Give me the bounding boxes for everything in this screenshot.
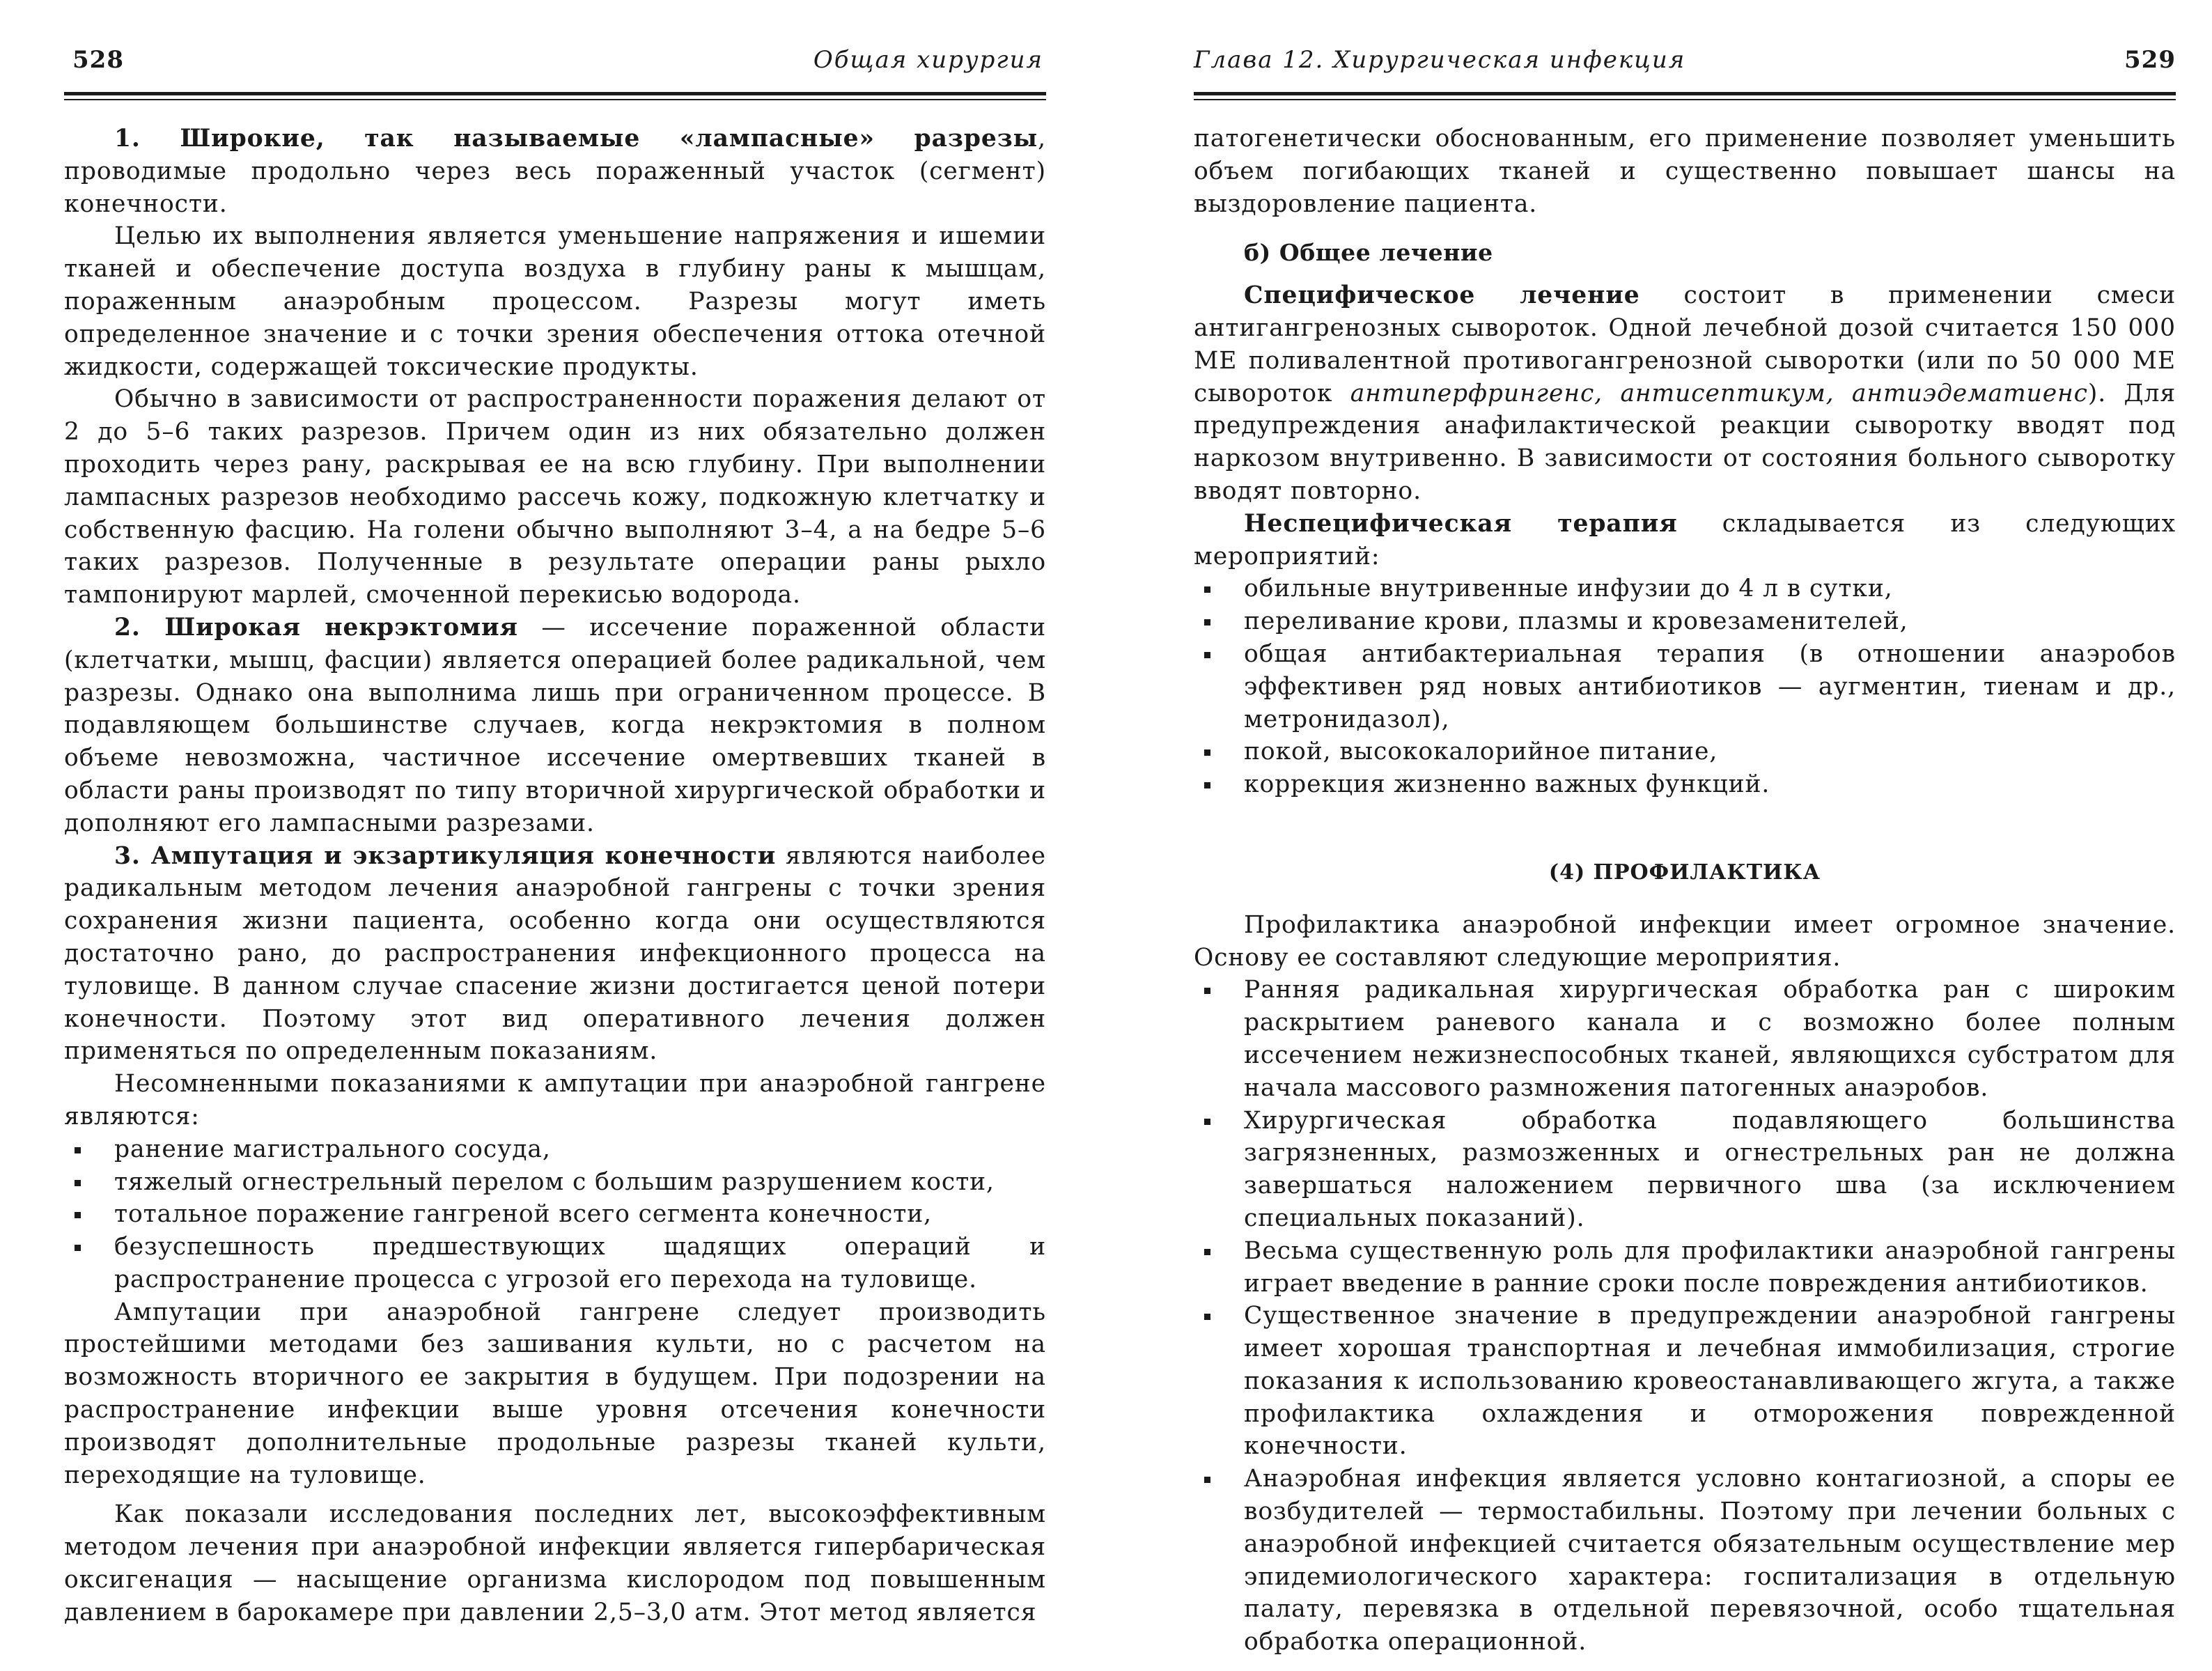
running-head — [64, 46, 1046, 88]
paragraph: Специфическое лечение состоит в применении смеси антигангренозных сывороток. Одной лечебной дозой считается 150 000 МЕ поливалентной противогангренозной сыворотки (или по 50 000 МЕ сывороток антиперфрингенс, антисептикум, антиэдематиенс). Для предупреждения анафилактической реакции сыворотку вводят под наркозом внутривенно. В зависимости от состояния больного сыворотку вводят повторно. — [1194, 281, 2176, 505]
bold-term: 1. Широкие, так называемые «лампасные» разрезы — [114, 125, 1038, 153]
list-item: тяжелый огнестрельный перелом с большим разрушением кости, — [64, 1166, 1046, 1199]
right-page — [1194, 0, 2176, 1671]
section-heading: (4) ПРОФИЛАКТИКА — [1548, 860, 1821, 885]
paragraph: Несомненными показаниями к ампутации при анаэробной гангрене являются: — [64, 1070, 1046, 1130]
list-item: покой, высококалорийное питание, — [1194, 736, 2176, 768]
bullet-list — [64, 1133, 1046, 1296]
bullet-list — [1194, 573, 2176, 801]
left-page — [64, 0, 1046, 1671]
list-item: тотальное поражение гангреной всего сегмента конечности, — [64, 1198, 1046, 1231]
paragraph: Профилактика анаэробной инфекции имеет огромное значение. Основу ее составляют следующие мероприятия. — [1194, 910, 2176, 972]
header-rule — [64, 92, 1046, 102]
paragraph: Как показали исследования последних лет, высокоэффективным методом лечения при анаэробной инфекции является гипербарическая оксигенация — насыщение организма кислородом под повышенным давлением в барокамере при давлении 2,5–3,0 атм. Этот метод является — [64, 1500, 1046, 1626]
list-item: Существенное значение в предупреждении анаэробной гангрены имеет хорошая транспортная и лечебная иммобилизация, строгие показания к использованию кровеостанавливающего жгута, а также профилактика охлаждения и отморожения поврежденной конечности. — [1194, 1300, 2176, 1463]
bold-term: 3. Ампутация и экзартикуляция конечности — [114, 841, 777, 870]
page-number: 529 — [2124, 46, 2176, 74]
paragraph: 2. Широкая некрэктомия — иссечение пораженной области (клетчатки, мышц, фасции) является операцией более радикальной, чем разрезы. Однако она выполнима лишь при ограниченном процессе. В подавляющем большинстве случаев, когда некрэктомия в полном объеме невозможна, частичное иссечение омертвевших тканей в области раны производят по типу вторичной хирургической обработки и дополняют его лампасными разрезами. — [64, 613, 1046, 837]
list-item: ранение магистрального сосуда, — [64, 1133, 1046, 1166]
paragraph: Неспецифическая терапия складывается из следующих мероприятий: — [1194, 509, 2176, 570]
running-title: Глава 12. Хирургическая инфекция — [1194, 46, 1686, 74]
paragraph: Ампутации при анаэробной гангрене следует производить простейшими методами без зашивания культи, но с расчетом на возможность вторичного ее закрытия в будущем. При подозрении на распространение инфекции выше уровня отсечения конечности производят дополнительные продольные разрезы тканей культи, переходящие на туловище. — [64, 1298, 1046, 1489]
paragraph: Обычно в зависимости от распространенности поражения делают от 2 до 5–6 таких разрезов. Причем один из них обязательно должен проходить через рану, раскрывая ее на всю глубину. При выполнении лампасных разрезов необходимо рассечь кожу, подкожную клетчатку и собственную фасцию. На голени обычно выполняют 3–4, а на бедре 5–6 таких разрезов. Полученные в результате операции раны рыхло тампонируют марлей, смоченной перекисью водорода. — [64, 385, 1046, 609]
page-body — [64, 123, 1046, 1629]
list-item: коррекция жизненно важных функций. — [1194, 768, 2176, 801]
list-item: безуспешность предшествующих щадящих операций и распространение процесса с угрозой его перехода на туловище. — [64, 1231, 1046, 1296]
bold-term: Неспецифическая терапия — [1244, 509, 1678, 538]
header-rule — [1194, 92, 2176, 102]
page-body — [1194, 123, 2176, 1658]
page-number: 528 — [72, 46, 124, 74]
bullet-list — [1194, 974, 2176, 1658]
bold-term: 2. Широкая некрэктомия — [114, 613, 518, 642]
paragraph: Целью их выполнения является уменьшение напряжения и ишемии тканей и обеспечение доступа воздуха в глубину раны к мышцам, пораженным анаэробным процессом. Разрезы могут иметь определенное значение и с точки зрения обеспечения оттока отечной жидкости, содержащей токсические продукты. — [64, 222, 1046, 381]
running-title: Общая хирургия — [813, 46, 1043, 74]
list-item: обильные внутривенные инфузии до 4 л в сутки, — [1194, 573, 2176, 605]
paragraph: 3. Ампутация и экзартикуляция конечности являются наиболее радикальным методом лечения анаэробной гангрены с точки зрения сохранения жизни пациента, особенно когда они осуществляются достаточно рано, до распространения инфекционного процесса на туловище. В данном случае спасение жизни достигается ценой потери конечности. Поэтому этот вид оперативного лечения должен применяться по определенным показаниям. — [64, 841, 1046, 1066]
bold-term: Специфическое лечение — [1244, 281, 1640, 310]
list-item: Анаэробная инфекция является условно контагиозной, а споры ее возбудителей — термостабильны. Поэтому при лечении больных с анаэробной инфекцией считается обязательным осуществление мер эпидемиологического характера: госпитализация в отдельную палату, перевязка в отдельной перевязочной, особо тщательная обработка операционной. — [1194, 1463, 2176, 1658]
running-head — [1194, 46, 2176, 88]
italic-term: антиперфрингенс, антисептикум, антиэдематиенс — [1350, 379, 2088, 407]
list-item: Ранняя радикальная хирургическая обработка ран с широким раскрытием раневого канала и с возможно более полным иссечением нежизнеспособных тканей, являющихся субстратом для начала массового размножения патогенных анаэробов. — [1194, 974, 2176, 1104]
paragraph: патогенетически обоснованным, его применение позволяет уменьшить объем погибающих тканей и существенно повышает шансы на выздоровление пациента. — [1194, 125, 2176, 218]
list-item: общая антибактериальная терапия (в отношении анаэробов эффективен ряд новых антибиотиков — аугментин, тиенам и др., метронидазол), — [1194, 638, 2176, 736]
subheading: б) Общее лечение — [1244, 239, 1493, 267]
list-item: переливание крови, плазмы и кровезаменителей, — [1194, 605, 2176, 638]
list-item: Хирургическая обработка подавляющего большинства загрязненных, размозженных и огнестрельных ран не должна завершаться наложением первичного шва (за исключением специальных показаний). — [1194, 1105, 2176, 1235]
paragraph: 1. Широкие, так называемые «лампасные» разрезы, проводимые продольно через весь пораженный участок (сегмент) конечности. — [64, 125, 1046, 218]
list-item: Весьма существенную роль для профилактики анаэробной гангрены играет введение в ранние сроки после повреждения антибиотиков. — [1194, 1235, 2176, 1300]
